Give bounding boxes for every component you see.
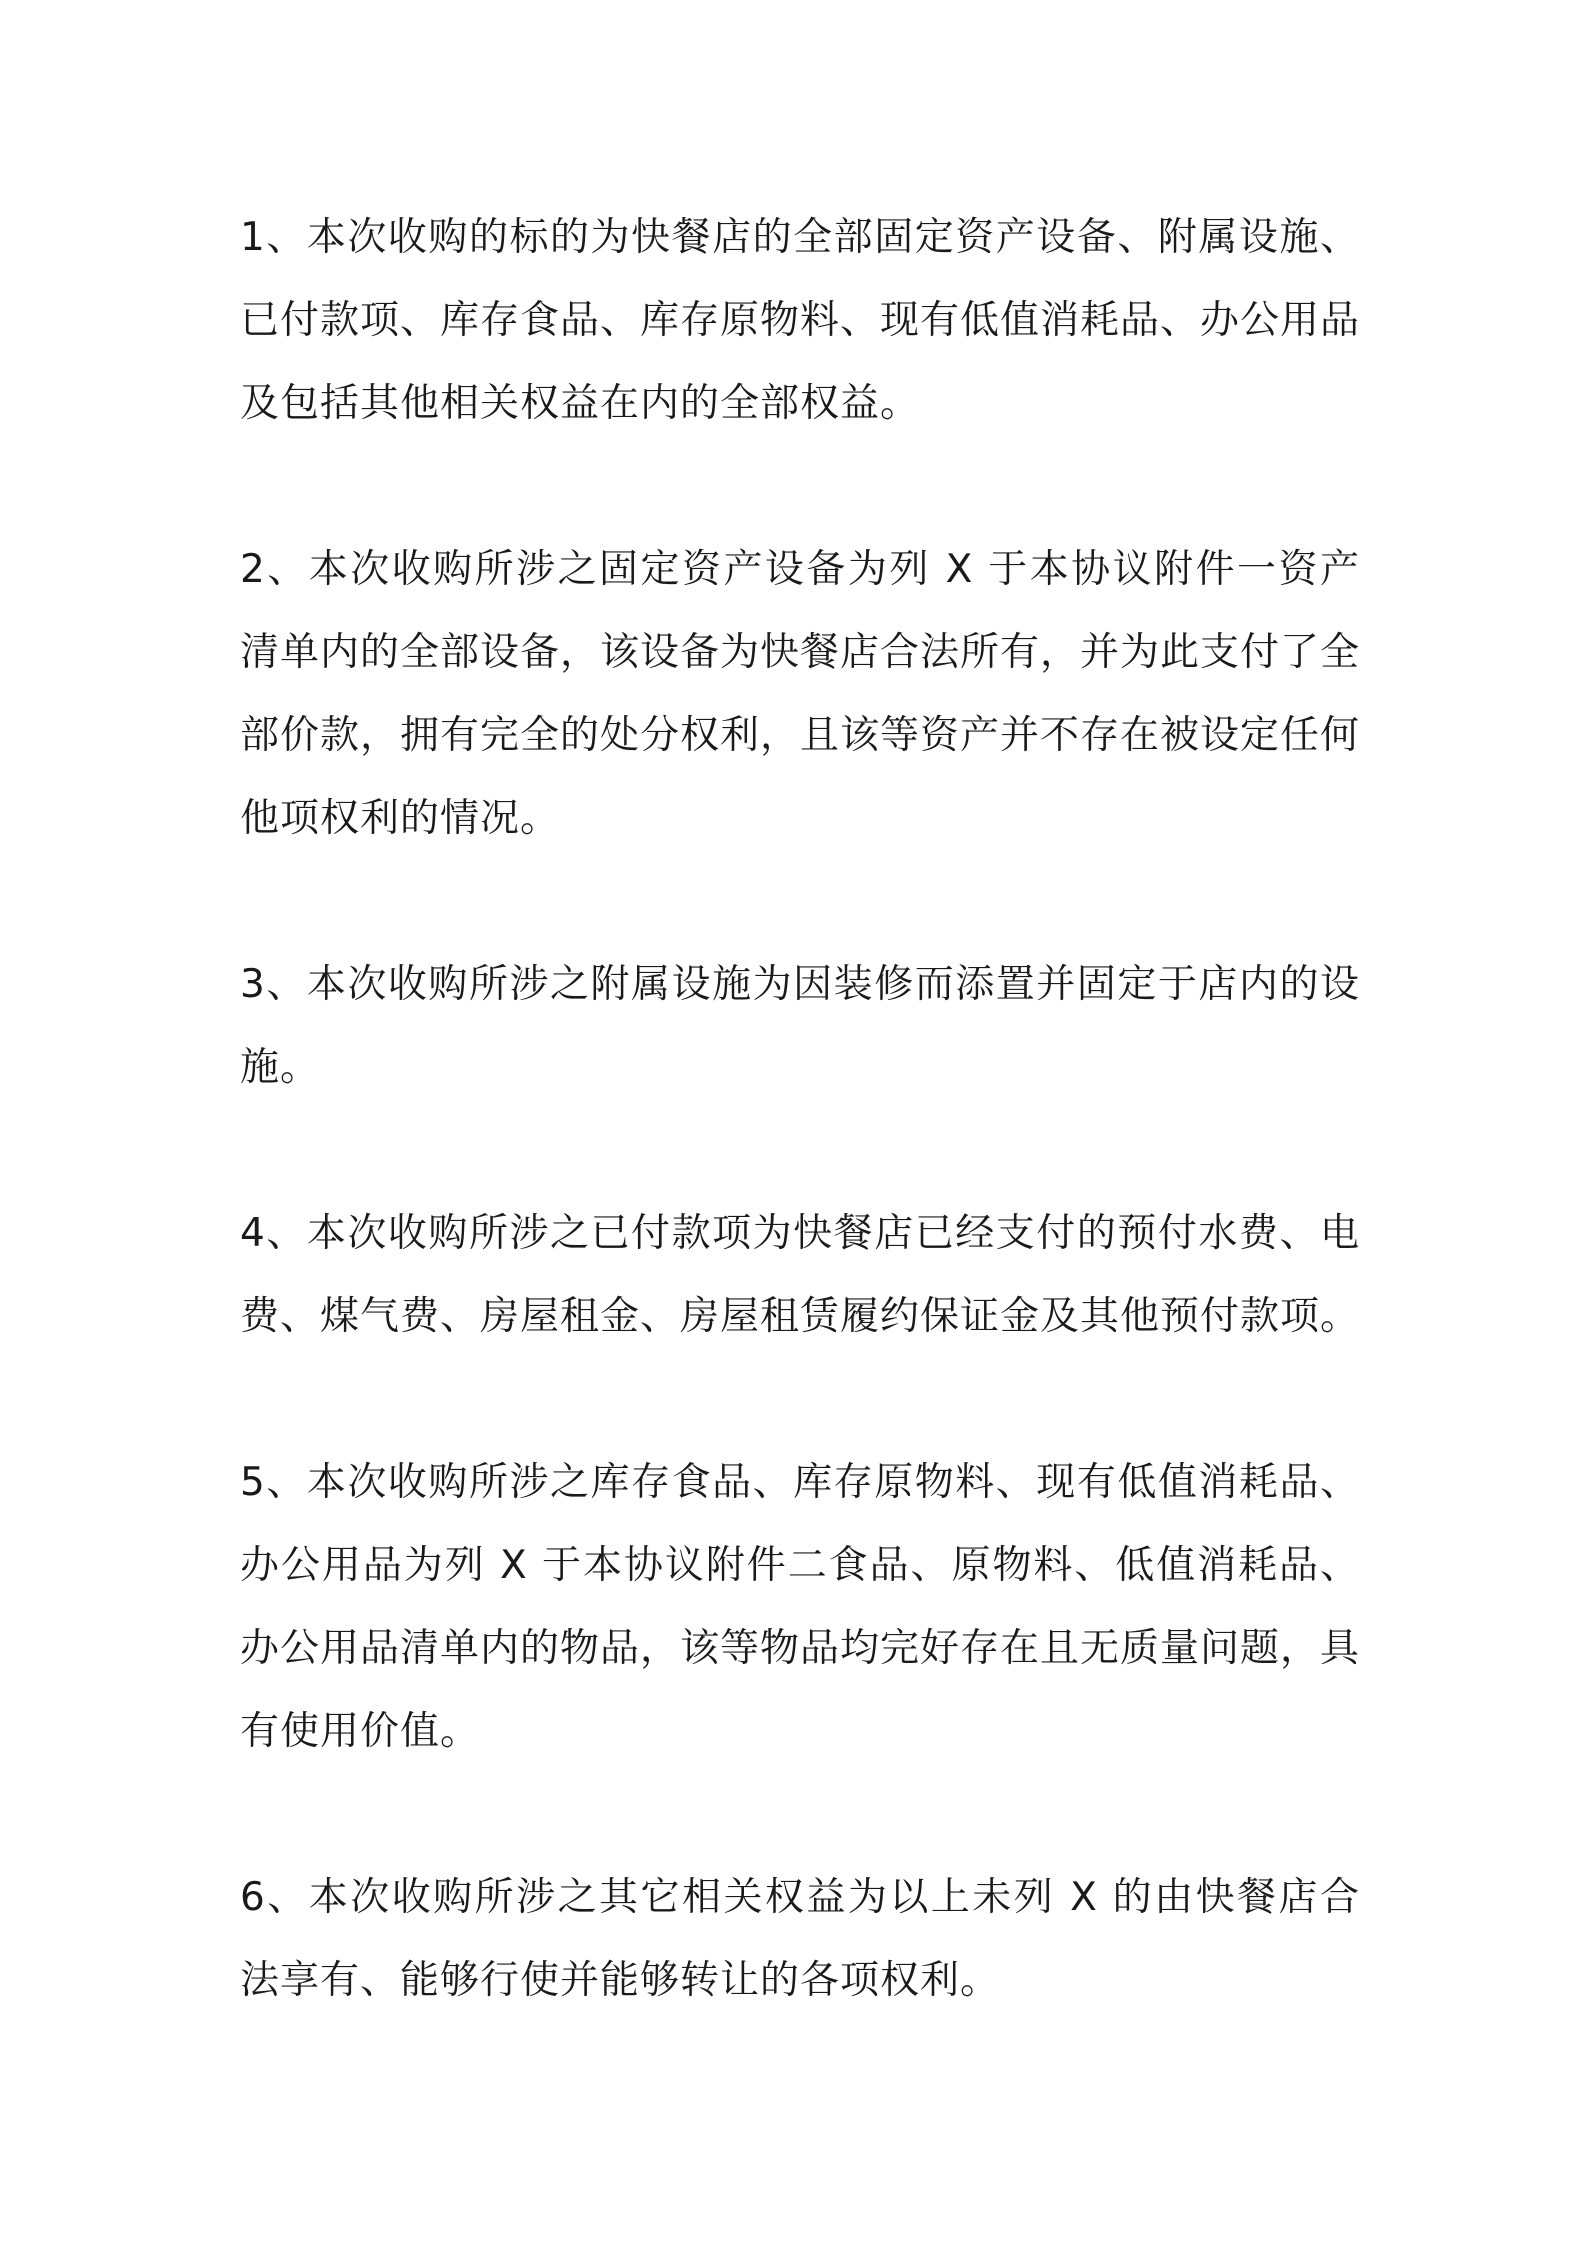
clause-4: 4、本次收购所涉之已付款项为快餐店已经支付的预付水费、电费、煤气费、房屋租金、房屋租赁履约保证金及其他预付款项。 <box>240 1211 1361 1339</box>
clause-2: 2、本次收购所涉之固定资产设备为列 X 于本协议附件一资产清单内的全部设备，该设备为快餐店合法所有，并为此支付了全部价款，拥有完全的处分权利，且该等资产并不存在被设定任何他项权利的情况。 <box>240 547 1361 841</box>
document-body <box>240 196 1360 2105</box>
clause-6: 6、本次收购所涉之其它相关权益为以上未列 X 的由快餐店合法享有、能够行使并能够转让的各项权利。 <box>240 1875 1360 2003</box>
clause-5: 5、本次收购所涉之库存食品、库存原物料、现有低值消耗品、办公用品为列 X 于本协议附件二食品、原物料、低值消耗品、办公用品清单内的物品，该等物品均完好存在且无质量问题，具有使用价值。 <box>240 1460 1361 1754</box>
clause-1: 1、本次收购的标的为快餐店的全部固定资产设备、附属设施、已付款项、库存食品、库存原物料、现有低值消耗品、办公用品及包括其他相关权益在内的全部权益。 <box>240 215 1361 426</box>
clause-3: 3、本次收购所涉之附属设施为因装修而添置并固定于店内的设施。 <box>240 962 1360 1090</box>
